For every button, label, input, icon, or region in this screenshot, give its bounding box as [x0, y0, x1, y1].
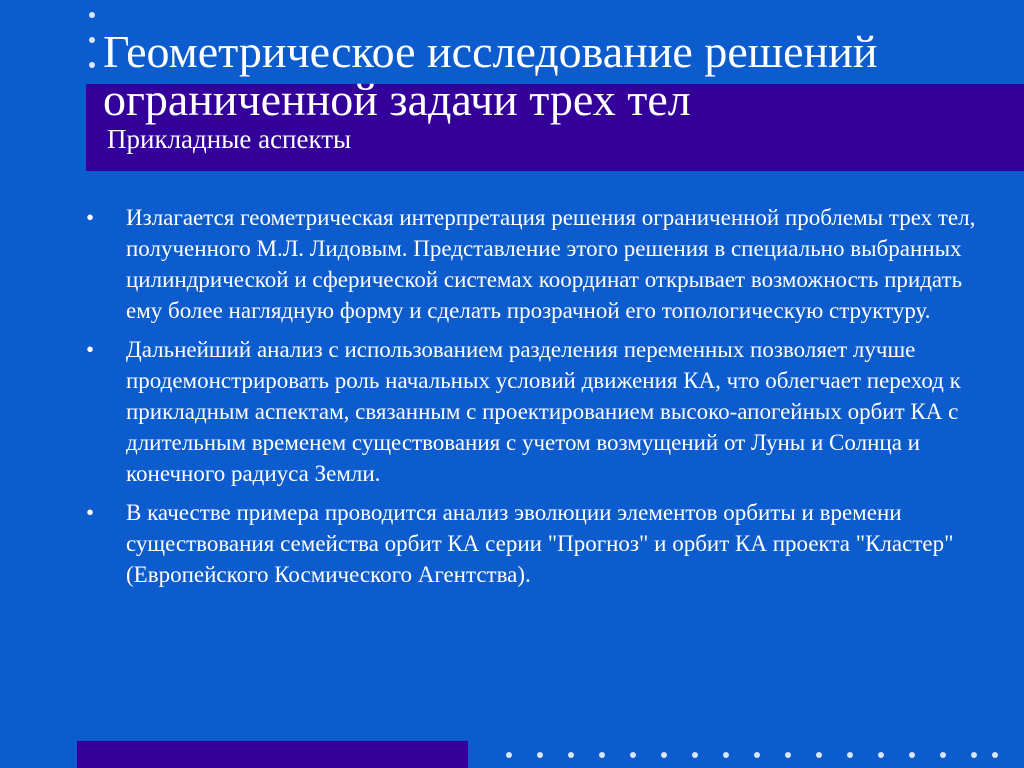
dot — [692, 752, 698, 758]
decorative-dots-bottom — [506, 752, 1006, 760]
dot — [89, 37, 95, 43]
dot — [816, 752, 822, 758]
bullet-text: Дальнейший анализ с использованием разделения переменных позволяет лучше продемонстрировать роль начальных условий движения КА, что облегчает переход к прикладным аспектам, связанным с проектированием высоко-апогейных орбит КА с длительным временем существования с учетом возмущений от Луны и Солнца и конечного радиуса Земли. — [126, 337, 961, 486]
footer-band — [77, 741, 468, 768]
bullet-marker: • — [86, 500, 95, 525]
bullet-text: Излагается геометрическая интерпретация решения ограниченной проблемы трех тел, полученного М.Л. Лидовым. Представление этого решения в специально выбранных цилиндрической и сферической системах координат открывает возможность придать ему более наглядную форму и сделать прозрачной его топологическую структуру. — [126, 205, 976, 323]
bullet-item — [86, 497, 986, 590]
dot — [940, 752, 946, 758]
slide-title: Геометрическое исследование решений ограниченной задачи трех тел — [103, 26, 878, 125]
decorative-dots-left — [89, 12, 97, 72]
bullet-item — [86, 334, 986, 489]
dot — [971, 752, 977, 758]
dot — [847, 752, 853, 758]
bullet-list — [86, 202, 986, 598]
dot — [785, 752, 791, 758]
dot — [723, 752, 729, 758]
dot — [630, 752, 636, 758]
dot — [878, 752, 884, 758]
dot — [89, 12, 95, 18]
dot — [89, 62, 95, 68]
bullet-text: В качестве примера проводится анализ эволюции элементов орбиты и времени существования семейства орбит КА серии "Прогноз" и орбит КА проекта "Кластер" (Европейского Космического Агентства). — [126, 500, 954, 587]
slide-subtitle: Прикладные аспекты — [107, 124, 352, 154]
dot — [661, 752, 667, 758]
dot — [537, 752, 543, 758]
bullet-marker: • — [86, 205, 95, 230]
bullet-marker: • — [86, 337, 95, 362]
dot — [992, 752, 998, 758]
dot — [506, 752, 512, 758]
dot — [909, 752, 915, 758]
dot — [754, 752, 760, 758]
dot — [599, 752, 605, 758]
dot — [568, 752, 574, 758]
bullet-item — [86, 202, 986, 326]
